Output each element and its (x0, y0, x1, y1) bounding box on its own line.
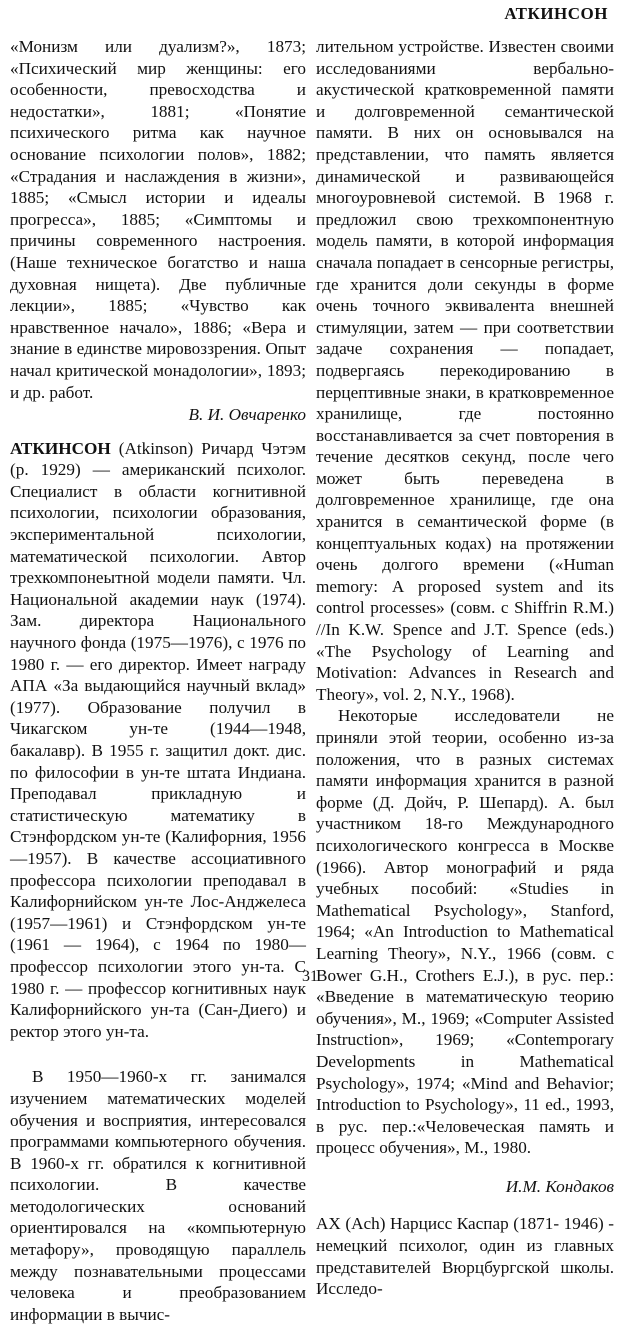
entry-paragraph: Некоторые исследователи не приняли этой теории, особенно из-за положения, что в разных системах памяти информация хранится в разной форме (Д. Дойч, Р. Шепард). А. был участником 18-го Международного психологического конгресса в Москве (1966). Автор монографий и ряда учебных пособий: «Studies in Mathematical Psychology», Stanford, 1964; «An Introduction to Mathematical Learning Theory», N.Y., 1966 (совм. с Bower G.H., Crothers E.J.), в рус. пер.: «Введение в математическую теорию обучения», М., 1969; «Computer Assisted Instruction», 1969; «Contemporary Developments in Mathematical Psychology», 1974; «Mind and Behavior; Introduction to Psychology», 11 ed., 1993, в рус. пер.:«Человеческая память и процесс обучения», М., 1980. (316, 706, 614, 1158)
author-signature: В. И. Овчаренко (188, 405, 306, 425)
entry-atkinson (10, 438, 306, 1043)
previous-entry-continuation: «Монизм или дуализм?», 1873; «Психический мир женщины: его особенности, превосходства и недостатки», 1881; «Понятие психического ритма как научное основание психологии полов», 1882; «Страдания и наслаждения в жизни», 1885; «Смысл истории и идеалы прогресса», 1885; «Симптомы и причины современного настроения. (Наше техническое богатство и наша духовная нищета). Две публичные лекции», 1885; «Чувство как нравственное начало», 1886; «Вера и знание в единстве мировоззрения. Опыт начал критической монадологии», 1893; и др. работ. (10, 37, 306, 402)
next-entry-ah: АХ (Ach) Нарцисс Каспар (1871- 1946) - немецкий психолог, один из главных представителей Вюрцбургской школы. Исследо- (316, 1214, 614, 1299)
entry-paragraph: В 1950—1960-х гг. занимался изучением математических моделей обучения и восприятия, интересовался программами компьютерного обучения. В 1960-х гг. обратился к когнитивной психологии. В качестве методологических оснований ориентировался на «компьютерную метафору», проводящую параллель между познавательными процессами человека и преобразованием информации в вычис- (10, 1067, 306, 1324)
running-head: АТКИНСОН (504, 4, 608, 23)
entry-paragraph-continuation: лительном устройстве. Известен своими исследованиями вербально-акустической кратковременной памяти и долговременной семантической памяти. В них он основывался на представлении, что память является динамической и развивающейся многоуровневой системой. В 1968 г. предложил свою трехкомпонентную модель памяти, в которой информация сначала попадает в сенсорные регистры, где хранится доли секунды в форме очень точного эквивалента внешней стимуляции, затем — при соответствии задаче сохранения — попадает, подвергаясь перекодированию в перцептивные знаки, в кратковременное хранилище, где постоянно восстанавливается за счет повторения в течение десятков секунд, после чего может быть переведена в долговременное хранилище, где она хранится в семантической форме (в концептуальных кодах) на протяжении очень долгого времени («Human memory: A proposed system and its control processes» (совм. с Shiffrin R.M.) //In K.W. Spence and J.T. Spence (eds.) «The Psychology of Learning and Motivation: Advances in Research and Theory», vol. 2, N.Y., 1968). (316, 37, 614, 704)
author-signature: И.М. Кондаков (505, 1176, 614, 1196)
page-number: 31 (302, 968, 318, 985)
entry-headword: АТКИНСОН (10, 438, 111, 458)
entry-body: (Atkinson) Ричард Чэтэм (р. 1929) — американский психолог. Специалист в области когнитивной психологии, психологии образования, экспериментальной психологии, математической психологии. Автор трехкомпонеытной модели памяти. Чл. Национальной академии наук (1974). Зам. директора Национального научного фонда (1975—1976), с 1976 по 1980 г. — его директор. Имеет награду АПА «За выдающийся научный вклад» (1977). Образование получил в Чикагском ун-те (1944—1948, бакалавр). В 1955 г. защитил докт. дис. по философии в ун-те штата Индиана. Преподавал прикладную и статистическую математику в Стэнфордском ун-те (Калифорния, 1956—1957). В качестве ассоциативного профессора психологии преподавал в Калифорнийском ун-те Лос-Анджелеса (1957—1961) и Стэнфордском ун-те (1961 — 1964), с 1964 по 1980— профессор психологии этого ун-та. С 1980 г. — профессор когнитивных наук Калифорнийского ун-та (Сан-Диего) и ректор этого ун-та. (10, 438, 306, 1041)
right-column (316, 36, 614, 1300)
left-column (10, 36, 306, 1325)
